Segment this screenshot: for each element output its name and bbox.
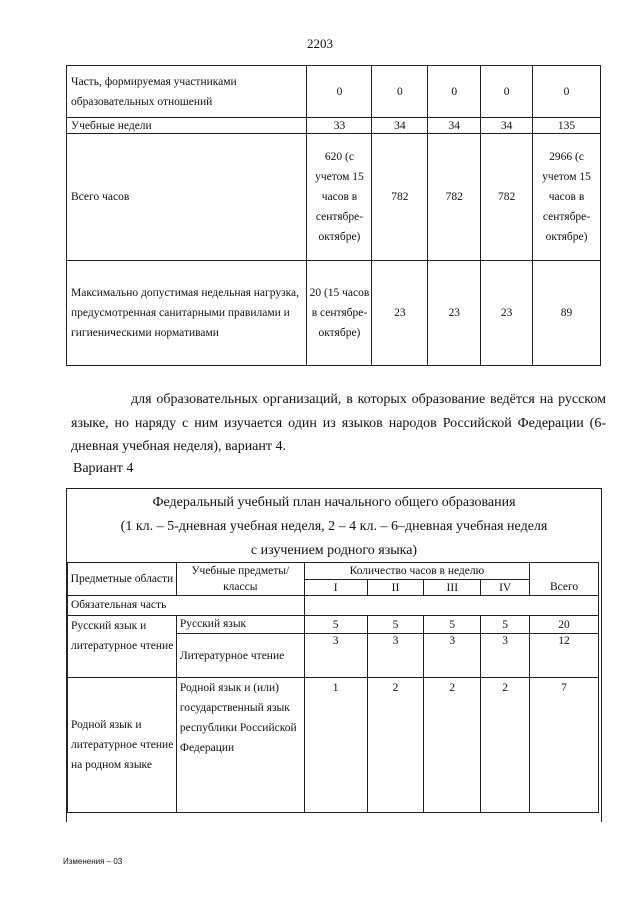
header-area: Предметные области — [68, 563, 177, 596]
header-hours: Количество часов в неделю — [304, 563, 529, 580]
cell-value: 135 — [533, 118, 601, 134]
subject-cell: Русский язык — [176, 616, 304, 634]
mandatory-part-label: Обязательная часть — [68, 596, 305, 616]
header-subjects: Учебные предметы/ классы — [176, 563, 304, 596]
cell-value: 89 — [533, 261, 601, 366]
plan-title-line-2: (1 кл. – 5-дневная учебная неделя, 2 – 4 кл. – 6–дневная учебная неделя — [120, 519, 548, 534]
cell-value: 0 — [372, 66, 428, 118]
row-label: Максимально допустимая недельная нагрузка, предусмотренная санитарными правилами и гигиеническими нормативами — [67, 261, 307, 366]
variant-label: Вариант 4 — [73, 461, 134, 476]
footer-note: Изменения – 03 — [63, 857, 123, 866]
cell-value: 3 — [304, 634, 367, 678]
subject-cell: Литературное чтение — [176, 634, 304, 678]
area-cell: Родной язык и литературное чтение на родном языке — [68, 678, 177, 813]
cell-value: 3 — [424, 634, 481, 678]
cell-value: 620 (с учетом 15 часов в сентябре-октябре) — [307, 134, 372, 261]
header-total: Всего — [530, 563, 599, 596]
table-row — [67, 261, 601, 366]
table-row — [67, 134, 601, 261]
cell-value: 7 — [530, 678, 599, 813]
section-row — [68, 596, 599, 616]
row-label: Часть, формируемая участниками образовательных отношений — [67, 66, 307, 118]
cell-value: 20 (15 часов в сентябре-октябре) — [307, 261, 372, 366]
cell-value: 34 — [428, 118, 481, 134]
cell-value: 0 — [481, 66, 533, 118]
cell-value: 3 — [481, 634, 530, 678]
cell-value: 34 — [481, 118, 533, 134]
plan-title-line-3: с изучением родного языка) — [250, 543, 418, 558]
table-row — [68, 678, 599, 813]
cell-value: 2966 (с учетом 15 часов в сентябре-октябре) — [533, 134, 601, 261]
header-grade: IV — [481, 580, 530, 596]
cell-value: 23 — [428, 261, 481, 366]
intro-paragraph — [71, 388, 606, 459]
cell-value: 0 — [533, 66, 601, 118]
cell-value: 20 — [530, 616, 599, 634]
cell-value: 5 — [424, 616, 481, 634]
header-grade: II — [367, 580, 424, 596]
header-row — [68, 563, 599, 580]
paragraph-text: для образовательных организаций, в которых образование ведётся на русском языке, но наряду с ним изучается один из языков народов Российской Федерации (6-дневная учебная неделя), вариант 4. — [71, 392, 606, 454]
cell-value: 0 — [307, 66, 372, 118]
cell-value: 33 — [307, 118, 372, 134]
table-row — [67, 66, 601, 118]
header-grade: III — [424, 580, 481, 596]
cell-value: 2 — [481, 678, 530, 813]
cell-value: 782 — [481, 134, 533, 261]
table-row — [67, 118, 601, 134]
cell-value: 23 — [372, 261, 428, 366]
hours-summary-table — [66, 65, 601, 366]
header-grade: I — [304, 580, 367, 596]
cell-value: 0 — [428, 66, 481, 118]
area-cell: Русский язык и литературное чтение — [68, 616, 177, 678]
cell-value: 34 — [372, 118, 428, 134]
cell-value: 12 — [530, 634, 599, 678]
subject-cell: Родной язык и (или) государственный язык республики Российской Федерации — [176, 678, 304, 813]
table-row — [68, 616, 599, 634]
plan-title-line-1: Федеральный учебный план начального общего образования — [152, 495, 516, 510]
cell-value: 5 — [481, 616, 530, 634]
row-label: Учебные недели — [67, 118, 307, 134]
cell-value: 1 — [304, 678, 367, 813]
cell-value: 3 — [367, 634, 424, 678]
cell-value: 2 — [424, 678, 481, 813]
cell-value: 5 — [304, 616, 367, 634]
cell-value: 5 — [367, 616, 424, 634]
cell-value: 782 — [428, 134, 481, 261]
cell-value: 23 — [481, 261, 533, 366]
curriculum-table — [67, 562, 599, 813]
row-label: Всего часов — [67, 134, 307, 261]
cell-value: 782 — [372, 134, 428, 261]
cell-value: 2 — [367, 678, 424, 813]
page-number: 2203 — [307, 36, 333, 51]
